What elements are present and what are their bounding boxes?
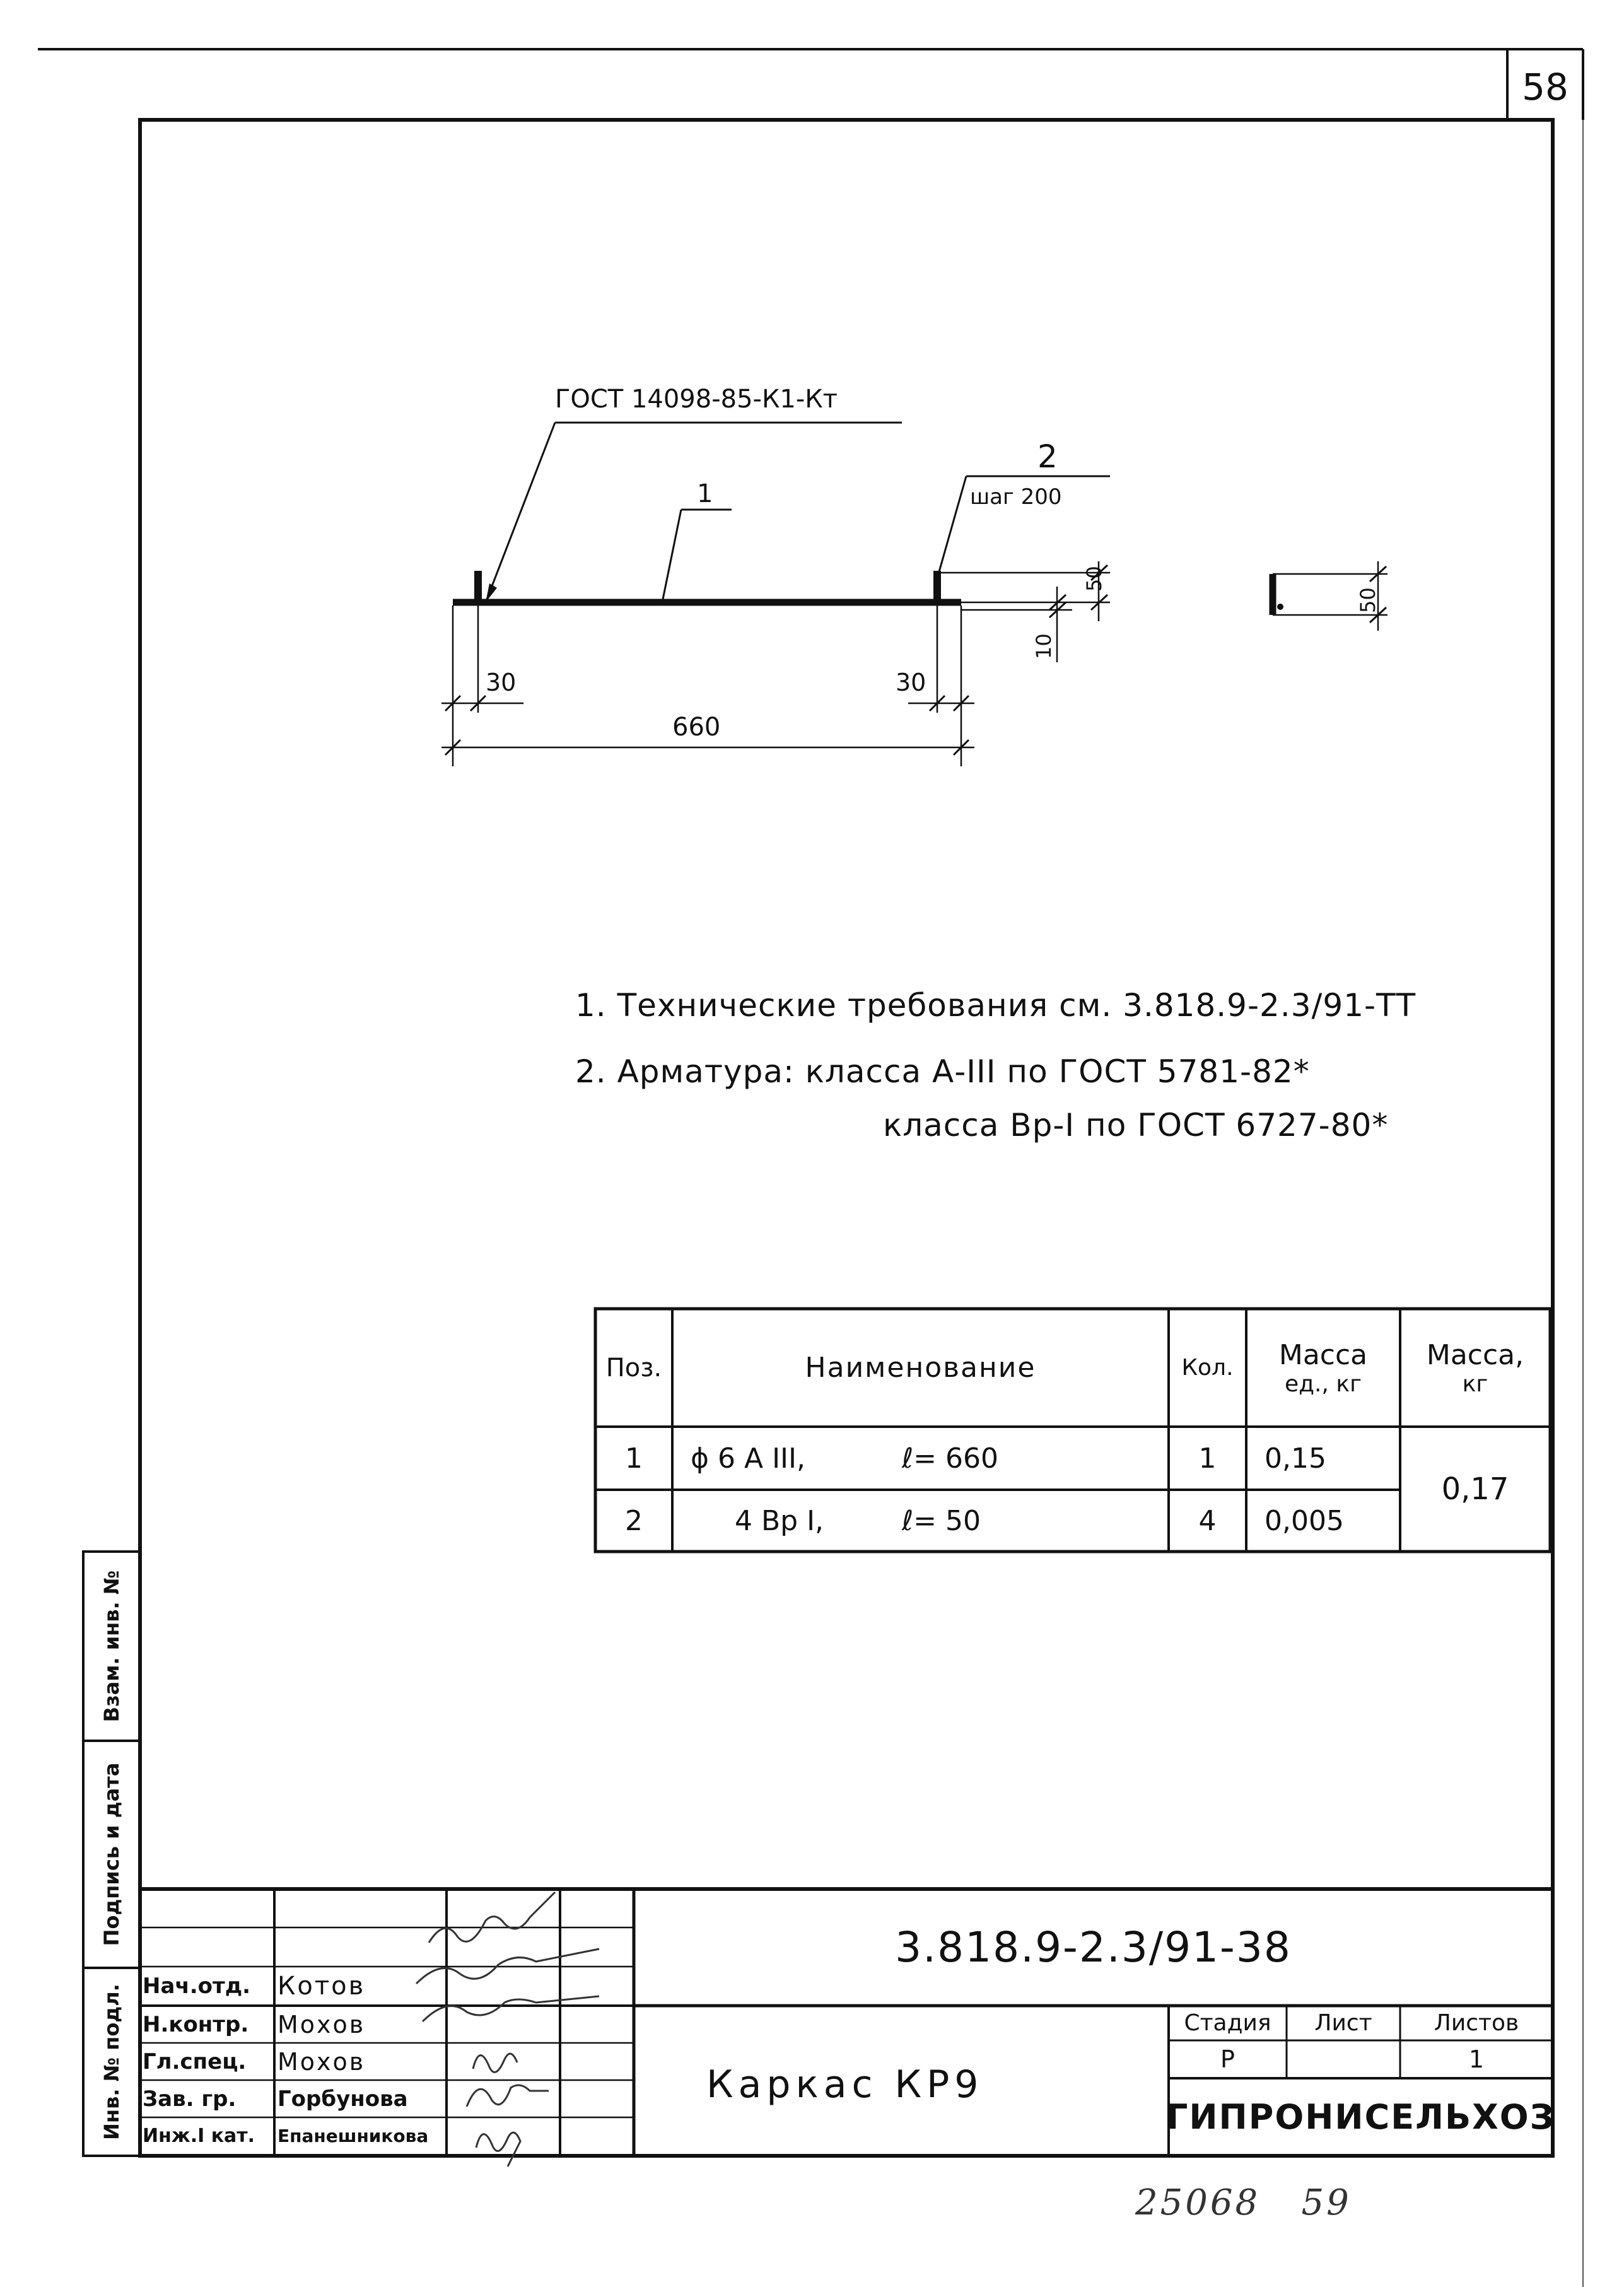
table-row-1-pos: 1 [625, 1442, 643, 1475]
position-1-label: 1 [697, 479, 713, 508]
dimension-50-right: 50 [1082, 566, 1106, 592]
document-code: 3.818.9-2.3/91-38 [895, 1923, 1292, 1972]
role-head-of-dept: Нач.отд. [143, 1974, 251, 1999]
organization-name: ГИПРОНИСЕЛЬХОЗ [1165, 2097, 1556, 2137]
role-group-head: Зав. гр. [143, 2086, 237, 2112]
sheets-value: 1 [1468, 2045, 1485, 2073]
name-engineer: Епанешникова [277, 2126, 429, 2146]
table-row-2-qty: 4 [1198, 1504, 1217, 1537]
note-2-continued: класса Вр-I по ГОСТ 6727-80* [883, 1107, 1389, 1144]
table-row-1-qty: 1 [1198, 1442, 1217, 1475]
name-group-head: Горбунова [277, 2086, 408, 2112]
page-number: 58 [1522, 65, 1569, 108]
stage-value: Р [1220, 2045, 1235, 2073]
dimension-30-left: 30 [486, 669, 517, 696]
table-header-unit-mass [1247, 1310, 1399, 1425]
sheet-label: Лист [1314, 2010, 1372, 2036]
note-2: 2. Арматура: класса А-III по ГОСТ 5781-82* [575, 1053, 1310, 1090]
table-row-2-pos: 2 [625, 1504, 643, 1537]
side-stamp-inv: Инв. № подл. [100, 1984, 124, 2140]
table-header-unit-mass-line1: Масса [1278, 1338, 1368, 1371]
note-1: 1. Технические требования см. 3.818.9-2.3/91-ТТ [575, 987, 1417, 1024]
footer-numbers: 25068 59 [1135, 2182, 1352, 2223]
drawing-title: Каркас КР9 [706, 2062, 984, 2107]
table-row-1-name: ϕ 6 А III, [691, 1442, 805, 1475]
table-header-pos: Поз. [605, 1353, 662, 1383]
table-header-name: Наименование [805, 1352, 1036, 1384]
dimension-10: 10 [1032, 633, 1056, 659]
side-stamp-vzam: Взам. инв. № [100, 1570, 124, 1723]
table-row-1-length: ℓ= 660 [902, 1442, 999, 1475]
position-2-label: 2 [1037, 438, 1058, 475]
side-stamp-podpis: Подпись и дата [100, 1762, 124, 1946]
name-norm-control: Мохов [277, 2010, 366, 2038]
position-2-step-label: шаг 200 [970, 484, 1062, 510]
table-total-mass: 0,17 [1441, 1471, 1509, 1507]
role-engineer: Инж.I кат. [143, 2125, 255, 2147]
stage-label: Стадия [1184, 2010, 1271, 2036]
role-norm-control: Н.контр. [143, 2011, 249, 2037]
table-header-unit-mass-line2: ед., кг [1284, 1371, 1362, 1397]
dimension-30-right: 30 [896, 669, 926, 696]
table-header-mass-line1: Масса, [1426, 1338, 1524, 1371]
table-header-qty: Кол. [1181, 1355, 1234, 1381]
sheet-value [1288, 2042, 1399, 2077]
table-row-1-unit-mass: 0,15 [1265, 1442, 1326, 1475]
table-row-2-name: 4 Вр I, [735, 1504, 824, 1537]
table-header-mass-line2: кг [1462, 1371, 1488, 1397]
role-chief-specialist: Гл.спец. [143, 2049, 247, 2074]
table-row-2-length: ℓ= 50 [902, 1504, 981, 1537]
table-row-2-unit-mass: 0,005 [1265, 1504, 1344, 1537]
table-header-mass [1401, 1310, 1549, 1425]
name-head-of-dept: Котов [277, 1972, 366, 2001]
dimension-50-detail: 50 [1356, 587, 1380, 613]
weld-callout-label: ГОСТ 14098-85-К1-Кт [555, 385, 838, 414]
dimension-660: 660 [672, 713, 721, 742]
name-chief-specialist: Мохов [277, 2047, 366, 2076]
sheets-label: Листов [1434, 2010, 1519, 2036]
